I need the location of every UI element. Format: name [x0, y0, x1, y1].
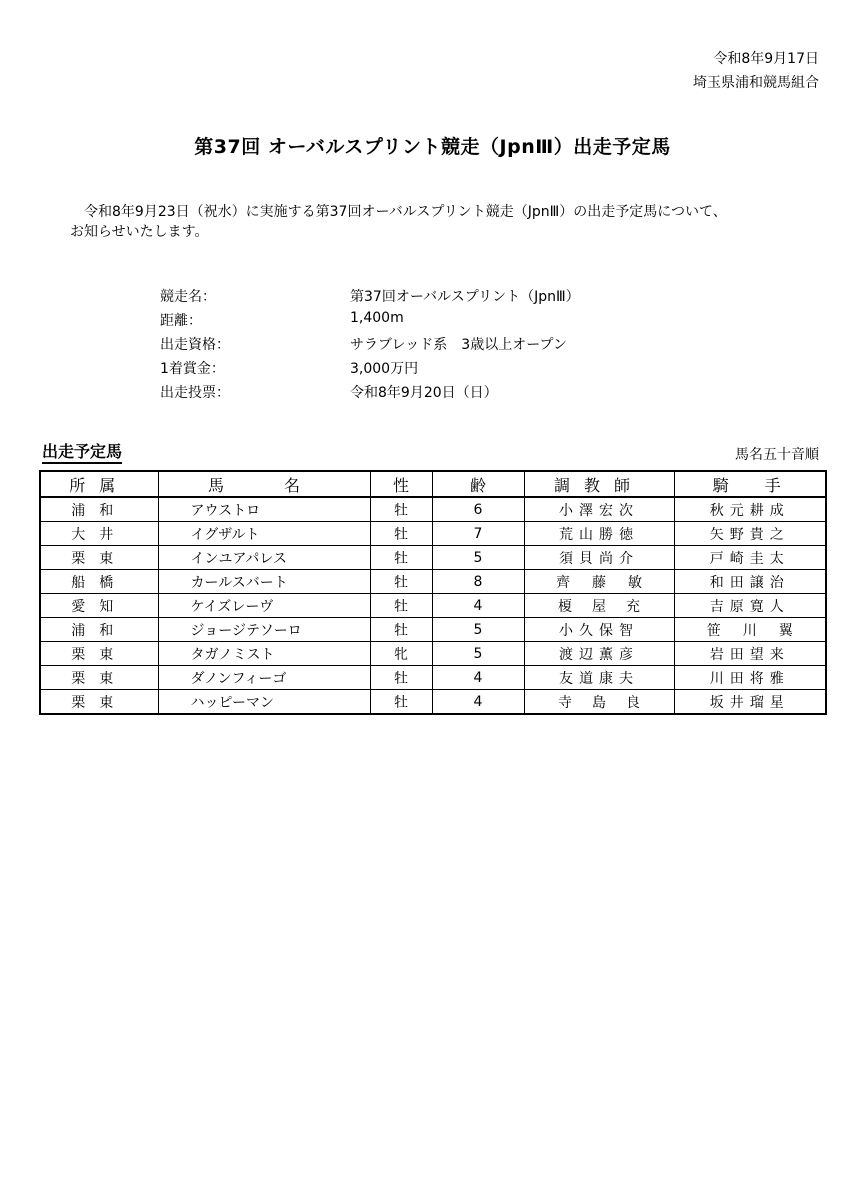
intro-line-2: お知らせいたします。 [70, 224, 209, 240]
document-title: 第37回 オーバルスプリント競走（JpnⅢ）出走予定馬 [194, 136, 671, 158]
cell-age: 7 [432, 522, 524, 546]
table-row [40, 522, 826, 546]
cell-trainer: 寺島良 [524, 690, 674, 715]
cell-age: 5 [432, 642, 524, 666]
race-info-value: 令和8年9月20日（日） [350, 385, 498, 401]
table-row [40, 497, 826, 522]
cell-age: 5 [432, 618, 524, 642]
cell-affiliation: 栗東 [40, 690, 158, 715]
race-info-label: 出走投票： [160, 385, 230, 401]
column-header-trainer: 調教師 [524, 471, 674, 497]
race-info-label: 1着賞金： [160, 361, 225, 377]
cell-age: 5 [432, 546, 524, 570]
cell-trainer: 小久保智 [524, 618, 674, 642]
cell-affiliation: 栗東 [40, 642, 158, 666]
issuing-organization: 埼玉県浦和競馬組合 [693, 75, 819, 91]
column-header-affiliation: 所属 [40, 471, 158, 497]
cell-age: 4 [432, 690, 524, 715]
cell-jockey: 吉原寛人 [674, 594, 826, 618]
entries-table-body [40, 497, 826, 714]
cell-trainer: 荒山勝徳 [524, 522, 674, 546]
table-header-row [40, 471, 826, 497]
cell-age: 8 [432, 570, 524, 594]
race-info-label: 出走資格： [160, 337, 230, 353]
table-row [40, 594, 826, 618]
cell-age: 4 [432, 666, 524, 690]
cell-horse-name: インユアパレス [158, 546, 370, 570]
cell-sex: 牡 [370, 594, 432, 618]
table-row [40, 666, 826, 690]
cell-trainer: 渡辺薫彦 [524, 642, 674, 666]
cell-jockey: 笹川翼 [674, 618, 826, 642]
intro-paragraph [70, 202, 840, 242]
cell-affiliation: 栗東 [40, 546, 158, 570]
cell-affiliation: 大井 [40, 522, 158, 546]
cell-sex: 牝 [370, 642, 432, 666]
cell-jockey: 戸崎圭太 [674, 546, 826, 570]
intro-line-1 [70, 202, 840, 222]
cell-jockey: 川田将雅 [674, 666, 826, 690]
cell-horse-name: ケイズレーヴ [158, 594, 370, 618]
race-info-label: 距離： [160, 313, 202, 329]
cell-sex: 牡 [370, 546, 432, 570]
race-info-label: 競走名： [160, 289, 216, 305]
cell-affiliation: 浦和 [40, 618, 158, 642]
cell-trainer: 榎屋充 [524, 594, 674, 618]
cell-trainer: 須貝尚介 [524, 546, 674, 570]
cell-horse-name: ジョージテソーロ [158, 618, 370, 642]
cell-jockey: 秋元耕成 [674, 497, 826, 522]
cell-jockey: 和田譲治 [674, 570, 826, 594]
cell-sex: 牡 [370, 570, 432, 594]
intro-text-1: 令和8年9月23日（祝水）に実施する第37回オーバルスプリント競走（JpnⅢ）の出走予定馬について、 [84, 204, 727, 220]
cell-sex: 牡 [370, 690, 432, 715]
table-row [40, 570, 826, 594]
cell-trainer: 小澤宏次 [524, 497, 674, 522]
cell-trainer: 齊藤敏 [524, 570, 674, 594]
cell-horse-name: アウストロ [158, 497, 370, 522]
cell-jockey: 坂井瑠星 [674, 690, 826, 715]
table-row [40, 546, 826, 570]
column-header-age: 齢 [432, 471, 524, 497]
cell-affiliation: 浦和 [40, 497, 158, 522]
cell-jockey: 矢野貴之 [674, 522, 826, 546]
column-header-sex: 性 [370, 471, 432, 497]
race-info-value: サラブレッド系 3歳以上オープン [350, 337, 567, 353]
cell-affiliation: 愛知 [40, 594, 158, 618]
race-info-value: 1,400m [350, 310, 404, 326]
table-row [40, 642, 826, 666]
entries-heading: 出走予定馬 [42, 442, 122, 464]
cell-age: 4 [432, 594, 524, 618]
entries-table-header [40, 471, 826, 497]
issue-date: 令和8年9月17日 [713, 51, 819, 67]
cell-horse-name: ハッピーマン [158, 690, 370, 715]
column-header-jockey: 騎手 [674, 471, 826, 497]
cell-sex: 牡 [370, 618, 432, 642]
cell-horse-name: カールスバート [158, 570, 370, 594]
cell-horse-name: タガノミスト [158, 642, 370, 666]
cell-horse-name: ダノンフィーゴ [158, 666, 370, 690]
race-info-value: 第37回オーバルスプリント（JpnⅢ） [350, 289, 580, 305]
column-header-horse-name: 馬名 [158, 471, 370, 497]
order-note: 馬名五十音順 [735, 447, 819, 463]
entries-table [39, 470, 827, 715]
cell-affiliation: 栗東 [40, 666, 158, 690]
cell-sex: 牡 [370, 522, 432, 546]
table-row [40, 618, 826, 642]
cell-jockey: 岩田望来 [674, 642, 826, 666]
table-row [40, 690, 826, 715]
cell-sex: 牡 [370, 497, 432, 522]
cell-trainer: 友道康夫 [524, 666, 674, 690]
cell-age: 6 [432, 497, 524, 522]
race-info-value: 3,000万円 [350, 361, 419, 377]
cell-sex: 牡 [370, 666, 432, 690]
cell-horse-name: イグザルト [158, 522, 370, 546]
cell-affiliation: 船橋 [40, 570, 158, 594]
